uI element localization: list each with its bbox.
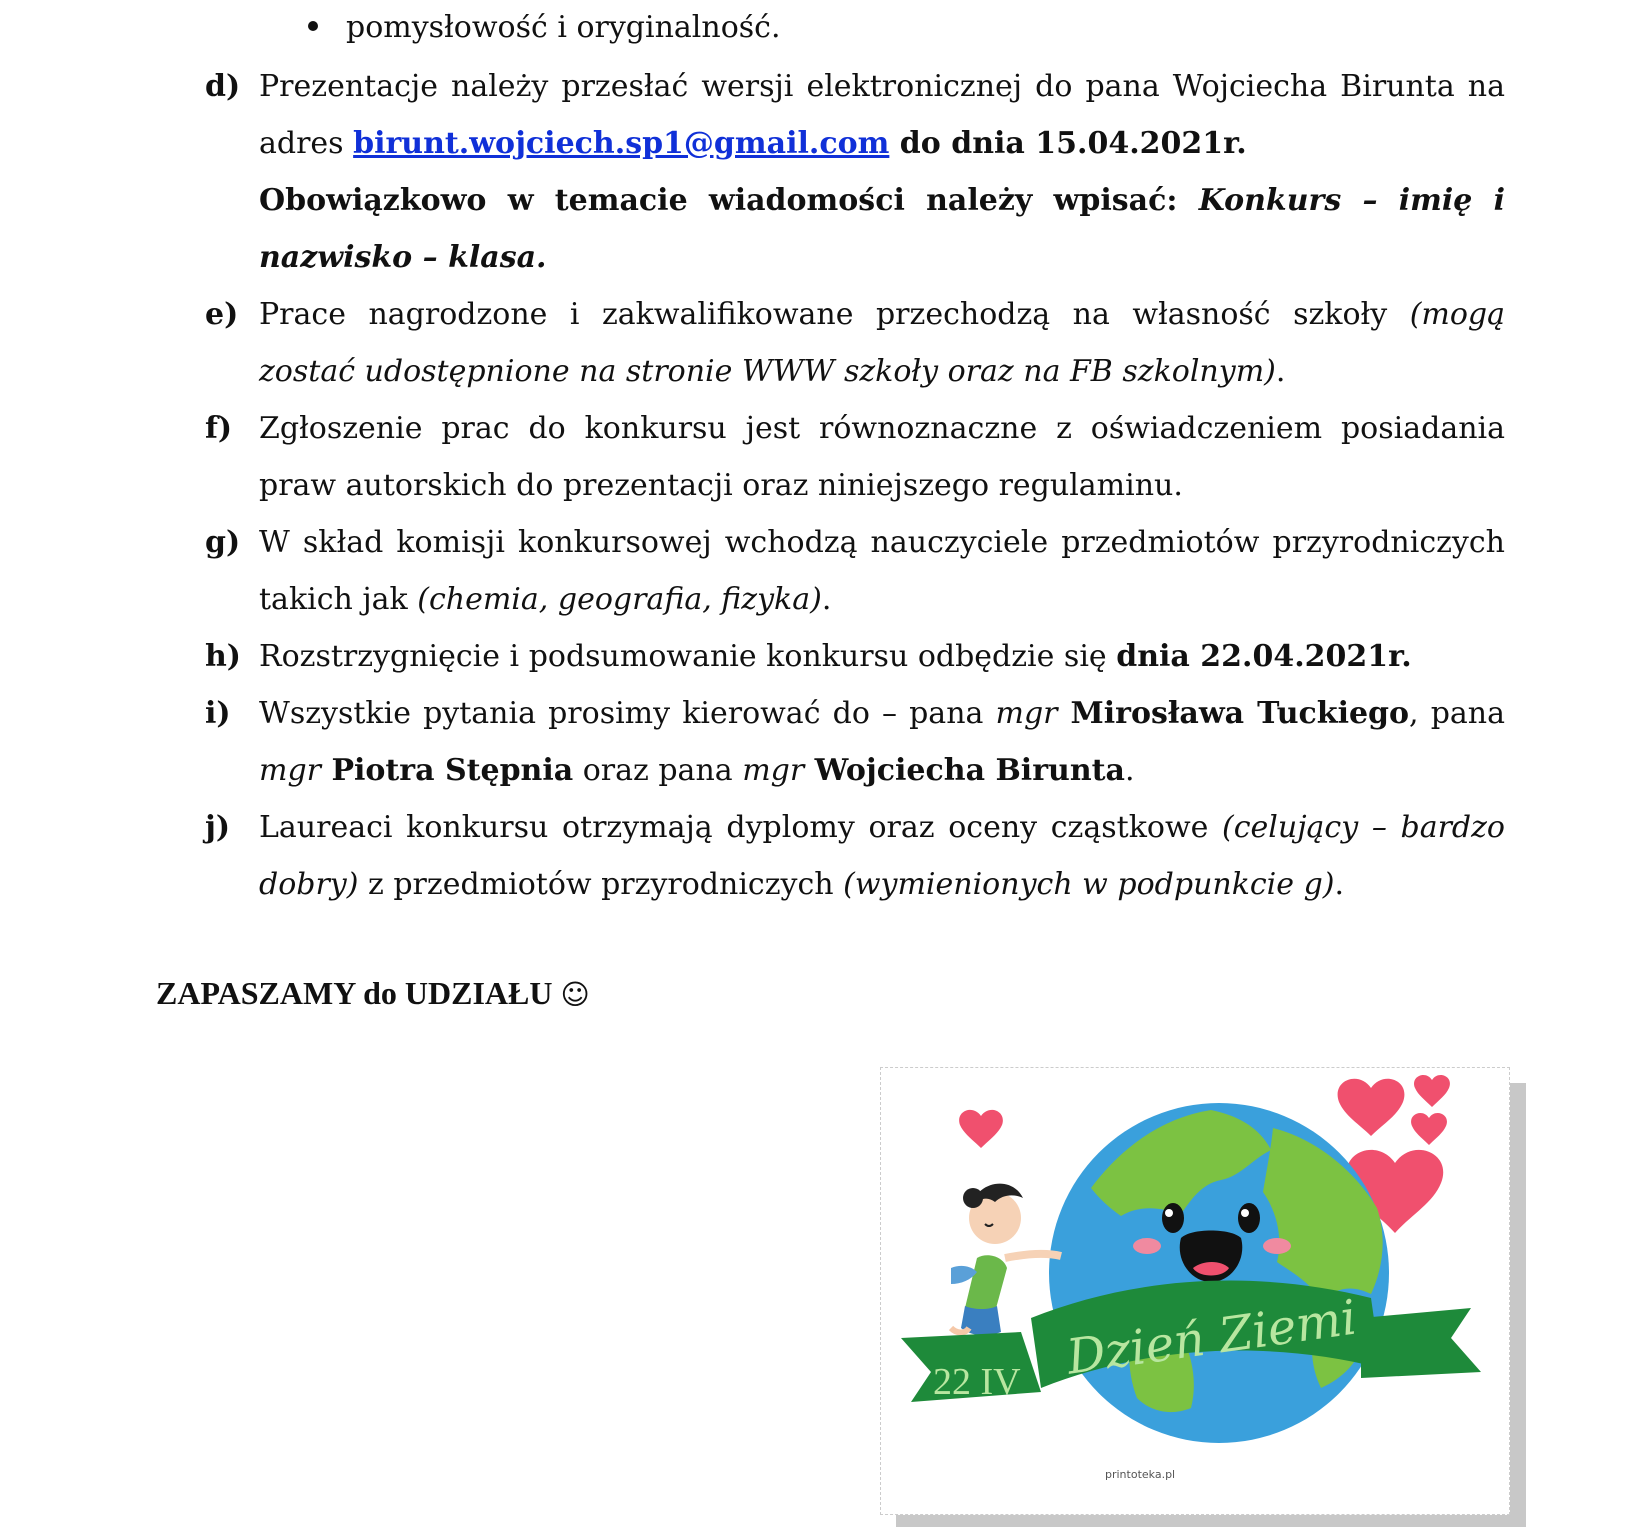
rule-text-part: Wszystkie pytania prosimy kierować do – pana — [259, 696, 996, 731]
rule-text-part: W skład komisji konkursowej wchodzą nauczyciele przedmiotów przyrodniczych takich jak — [259, 525, 1505, 617]
rule-end: . — [1334, 867, 1345, 902]
rule-text-part: oraz pana — [573, 753, 743, 788]
rule-item-g — [205, 514, 1505, 628]
rule-text — [259, 685, 1505, 799]
rule-text: Zgłoszenie prac do konkursu jest równoznaczne z oświadczeniem posiadania praw autorskich do prezentacji oraz niniejszego regulaminu. — [259, 411, 1505, 503]
rule-bold: dnia 22.04.2021r. — [1116, 639, 1412, 674]
rule-text — [259, 799, 1505, 913]
footer-mark: printoteka.pl — [1105, 1468, 1176, 1481]
rule-text — [259, 58, 1505, 172]
title-mgr: mgr — [742, 753, 805, 788]
heart-icon — [959, 1110, 1003, 1148]
rule-end: . — [821, 582, 832, 617]
smiley-icon: ☺ — [560, 978, 590, 1011]
rule-item-i — [205, 685, 1505, 799]
rule-end: . — [1275, 354, 1286, 389]
rule-marker: j) — [205, 810, 231, 845]
heart-icon — [1338, 1079, 1405, 1136]
heart-icon — [1411, 1113, 1447, 1145]
rule-marker: g) — [205, 525, 241, 560]
ribbon-title: Dzień Ziemi — [1063, 1289, 1361, 1386]
rule-text — [259, 514, 1505, 628]
globe-eye — [1162, 1203, 1184, 1233]
rule-text-part: Prezentacje należy przesłać wersji elektronicznej do pana Wojciecha Birunta na adres — [259, 69, 1505, 161]
rule-item-d — [205, 58, 1505, 286]
rule-marker: h) — [205, 639, 242, 674]
rule-marker: d) — [205, 69, 241, 104]
eye-shine — [1165, 1209, 1173, 1217]
earth-day-poster — [880, 1067, 1510, 1515]
rule-text — [259, 628, 1505, 685]
girl-illustration — [951, 1184, 1061, 1336]
rule-text-part: z przedmiotów przyrodniczych — [358, 867, 844, 902]
rule-text-part: , pana — [1409, 696, 1505, 731]
teacher-name: Piotra Stępnia — [321, 753, 574, 788]
rule-italic: (celujący – bardzo dobry) — [259, 810, 1505, 902]
bullet-icon — [308, 21, 318, 31]
rule-item-e — [205, 286, 1505, 400]
rules-list — [205, 58, 1505, 913]
teacher-name: Mirosława Tuckiego — [1057, 696, 1410, 731]
rule-marker: e) — [205, 297, 239, 332]
invitation-heading — [156, 975, 590, 1012]
rule-marker: f) — [205, 411, 233, 446]
note-bold-italic: Konkurs – imię i nazwisko – klasa. — [259, 183, 1505, 275]
teacher-name: Wojciecha Birunta — [804, 753, 1125, 788]
globe-eye — [1238, 1203, 1260, 1233]
bullet-text: pomysłowość i oryginalność. — [346, 10, 781, 45]
rule-marker: i) — [205, 696, 231, 731]
globe-cheek — [1263, 1238, 1291, 1254]
title-mgr: mgr — [259, 753, 321, 788]
rule-text-part: Rozstrzygnięcie i podsumowanie konkursu odbędzie się — [259, 639, 1117, 674]
rule-item-j — [205, 799, 1505, 913]
rule-text-part: Laureaci konkursu otrzymają dyplomy oraz oceny cząstkowe — [259, 810, 1223, 845]
eye-shine — [1241, 1209, 1249, 1217]
rule-text-part: Prace nagrodzone i zakwalifikowane przechodzą na własność szkoły — [259, 297, 1410, 332]
rule-item-f — [205, 400, 1505, 514]
rule-text — [259, 286, 1505, 400]
rule-italic: (wymienionych w podpunkcie g) — [843, 867, 1335, 902]
rule-italic: (chemia, geografia, fizyka) — [417, 582, 822, 617]
deadline-text: do dnia 15.04.2021r. — [889, 126, 1247, 161]
heart-icon — [1414, 1075, 1450, 1107]
earth-day-illustration — [881, 1068, 1509, 1514]
note-bold: Obowiązkowo w temacie wiadomości należy wpisać: — [259, 183, 1199, 218]
title-mgr: mgr — [995, 696, 1058, 731]
rule-item-h — [205, 628, 1505, 685]
rule-end: . — [1124, 753, 1135, 788]
globe-cheek — [1133, 1238, 1161, 1254]
ribbon-date: 22 IV — [933, 1361, 1021, 1403]
email-link[interactable]: birunt.wojciech.sp1@gmail.com — [353, 126, 890, 161]
rule-note — [259, 172, 1505, 286]
rule-italic: (mogą zostać udostępnione na stronie WWW szkoły oraz na FB szkolnym) — [259, 297, 1505, 389]
invitation-text: ZAPASZAMY do UDZIAŁU — [156, 975, 561, 1011]
bullet-item-originality — [308, 6, 781, 50]
